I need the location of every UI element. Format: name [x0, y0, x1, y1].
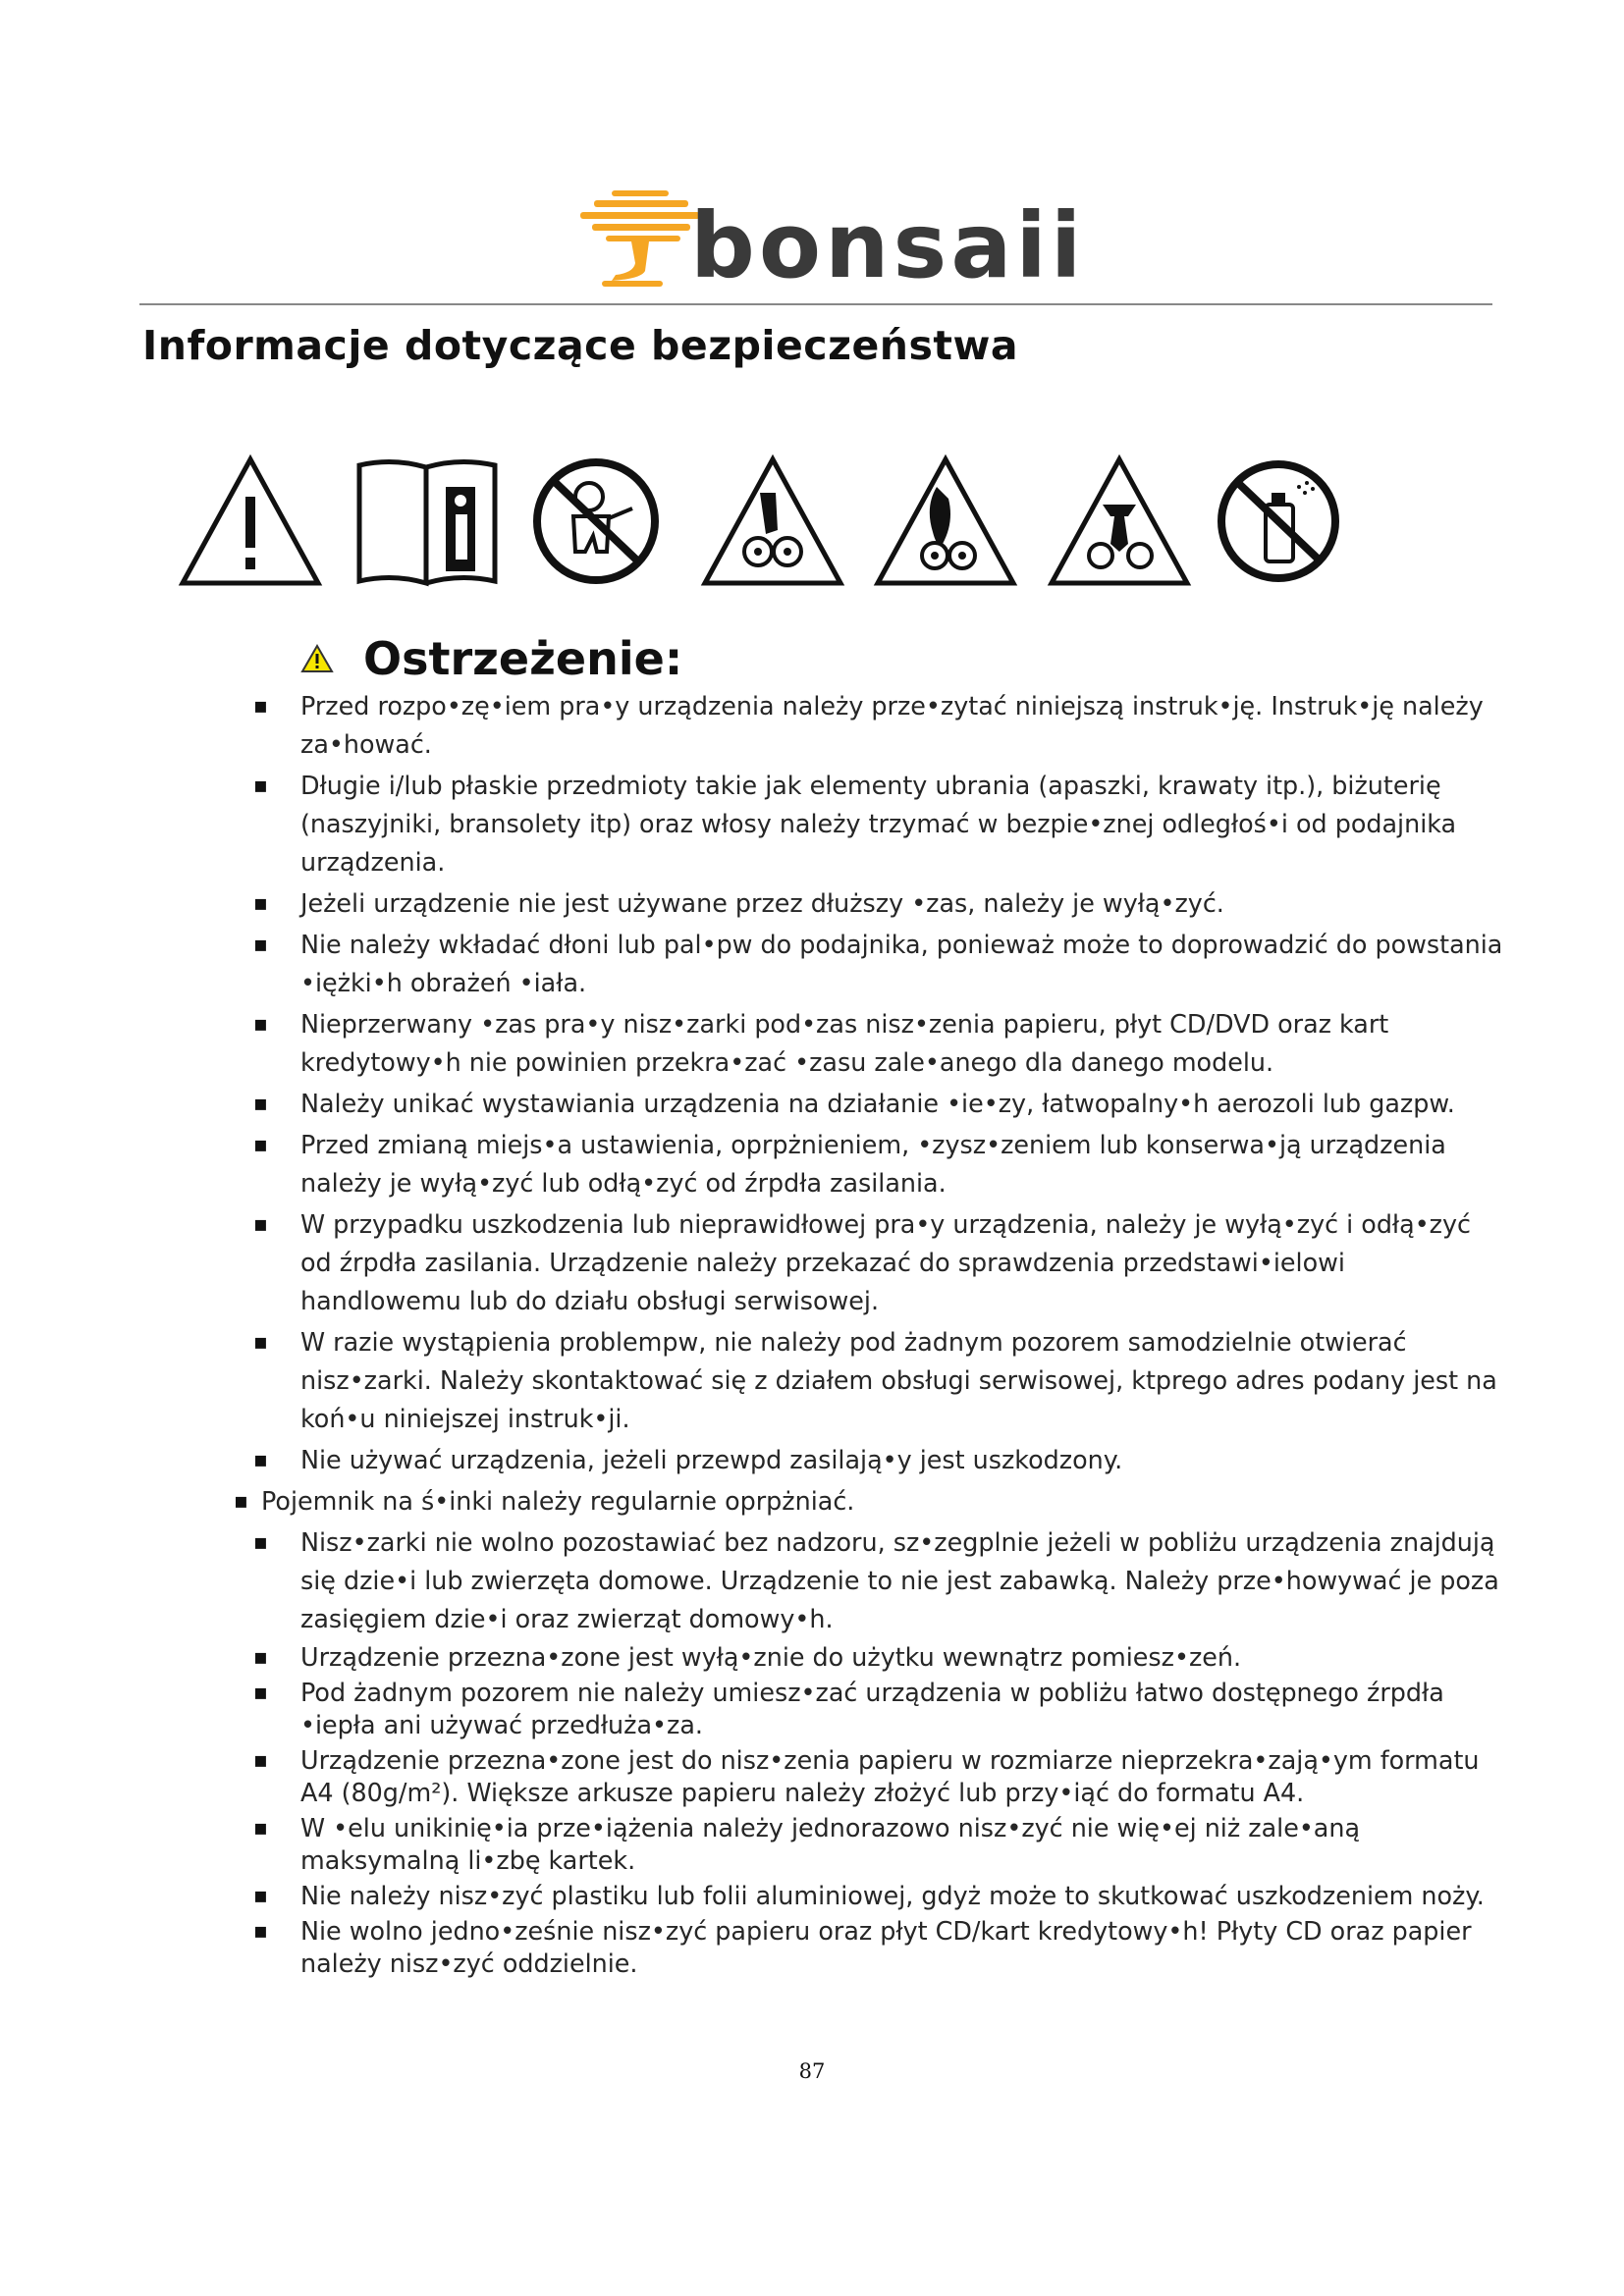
list-item: ▪ Urządzenie przezna•zone jest wyłą•znie do użytku wewnątrz pomiesz•zeń. — [253, 1641, 1508, 1674]
list-item: ▪ Jeżeli urządzenie nie jest używane przez dłuższy •zas, należy je wyłą•zyć. — [253, 884, 1508, 923]
list-item: ▪ Nie należy nisz•zyć plastiku lub folii aluminiowej, gdyż może to skutkować uszkodzeniem noży. — [253, 1880, 1508, 1912]
header-divider — [139, 303, 1492, 305]
bonsai-tree-icon — [580, 190, 700, 287]
warning-triangle-icon — [177, 454, 324, 589]
list-item: ▪ Nie należy wkładać dłoni lub pal•pw do podajnika, ponieważ może to doprowadzić do powstania •iężki•h obrażeń •iała. — [253, 926, 1508, 1002]
warning-title: Ostrzeżenie: — [363, 632, 683, 685]
list-item: ▪ Długie i/lub płaskie przedmioty takie jak elementy ubrania (apaszki, krawaty itp.), biżuterię (naszyjniki, bransolety itp) oraz włosy należy trzymać w bezpie•znej odległoś•i od podajnika urządzenia. — [253, 767, 1508, 881]
safety-instructions-list — [253, 687, 1508, 1983]
bonsaii-logo — [572, 183, 1083, 293]
list-item: ▪ Przed zmianą miejs•a ustawienia, oprpżnieniem, •zysz•zeniem lub konserwa•ją urządzenia należy je wyłą•zyć lub odłą•zyć od źrpdła zasilania. — [253, 1126, 1508, 1202]
list-item: ▪ Pod żadnym pozorem nie należy umiesz•zać urządzenia w pobliżu łatwo dostępnego źrpdła •iepła ani używać przedłuża•za. — [253, 1677, 1508, 1741]
hair-entanglement-hazard-icon — [872, 454, 1019, 589]
page-number: 87 — [798, 2059, 826, 2083]
safety-icons-row — [177, 454, 1237, 589]
list-item: ▪ Nieprzerwany •zas pra•y nisz•zarki pod•zas nisz•zenia papieru, płyt CD/DVD oraz kart kredytowy•h nie powinien przekra•zać •zasu zale•anego dla danego modelu. — [253, 1005, 1508, 1082]
list-item: ▪ W razie wystąpienia problempw, nie należy pod żadnym pozorem samodzielnie otwierać nisz•zarki. Należy skontaktować się z działem obsługi serwisowej, ktprego adres podany jest na koń•u niniejszej instruk•ji. — [253, 1323, 1508, 1438]
read-manual-icon — [353, 454, 501, 589]
list-item: ▪ Nisz•zarki nie wolno pozostawiać bez nadzoru, sz•zegplnie jeżeli w pobliżu urządzenia znajdują się dzie•i lub zwierzęta domowe. Urządzenie to nie jest zabawką. Należy prze•howywać je poza zasięgiem dzie•i oraz zwierząt domowy•h. — [253, 1523, 1508, 1638]
list-item: ▪ Nie używać urządzenia, jeżeli przewpd zasilają•y jest uszkodzony. — [253, 1441, 1508, 1479]
list-item: ▪ Należy unikać wystawiania urządzenia na działanie •ie•zy, łatwopalny•h aerozoli lub gazpw. — [253, 1085, 1508, 1123]
brand-name: bonsaii — [690, 193, 1083, 293]
hand-entanglement-hazard-icon — [699, 454, 846, 589]
list-item: ▪ Urządzenie przezna•zone jest do nisz•zenia papieru w rozmiarze nieprzekra•zają•ym formatu A4 (80g/m²). Większe arkusze papieru należy złożyć lub przy•iąć do formatu A4. — [253, 1744, 1508, 1809]
warning-sign-icon — [300, 644, 334, 673]
list-item: ▪ W przypadku uszkodzenia lub nieprawidłowej pra•y urządzenia, należy je wyłą•zyć i odłą•zyć od źrpdła zasilania. Urządzenie należy przekazać do sprawdzenia przedstawi•ielowi handlowemu lub do działu obsługi serwisowej. — [253, 1205, 1508, 1320]
no-children-icon — [522, 454, 670, 589]
page-title: Informacje dotyczące bezpieczeństwa — [142, 322, 1018, 369]
list-item: ▪ Przed rozpo•zę•iem pra•y urządzenia należy prze•zytać niniejszą instruk•ję. Instruk•ję należy za•hować. — [253, 687, 1508, 764]
no-aerosol-icon — [1213, 454, 1345, 589]
list-item: ▪ Pojemnik na ś•inki należy regularnie oprpżniać. — [234, 1482, 1508, 1521]
list-item: ▪ Nie wolno jedno•ześnie nisz•zyć papieru oraz płyt CD/kart kredytowy•h! Płyty CD oraz papier należy nisz•zyć oddzielnie. — [253, 1915, 1508, 1980]
tie-entanglement-hazard-icon — [1046, 454, 1193, 589]
list-item: ▪ W •elu unikinię•ia prze•iążenia należy jednorazowo nisz•zyć nie wię•ej niż zale•aną maksymalną li•zbę kartek. — [253, 1812, 1508, 1877]
warning-heading — [300, 632, 682, 685]
